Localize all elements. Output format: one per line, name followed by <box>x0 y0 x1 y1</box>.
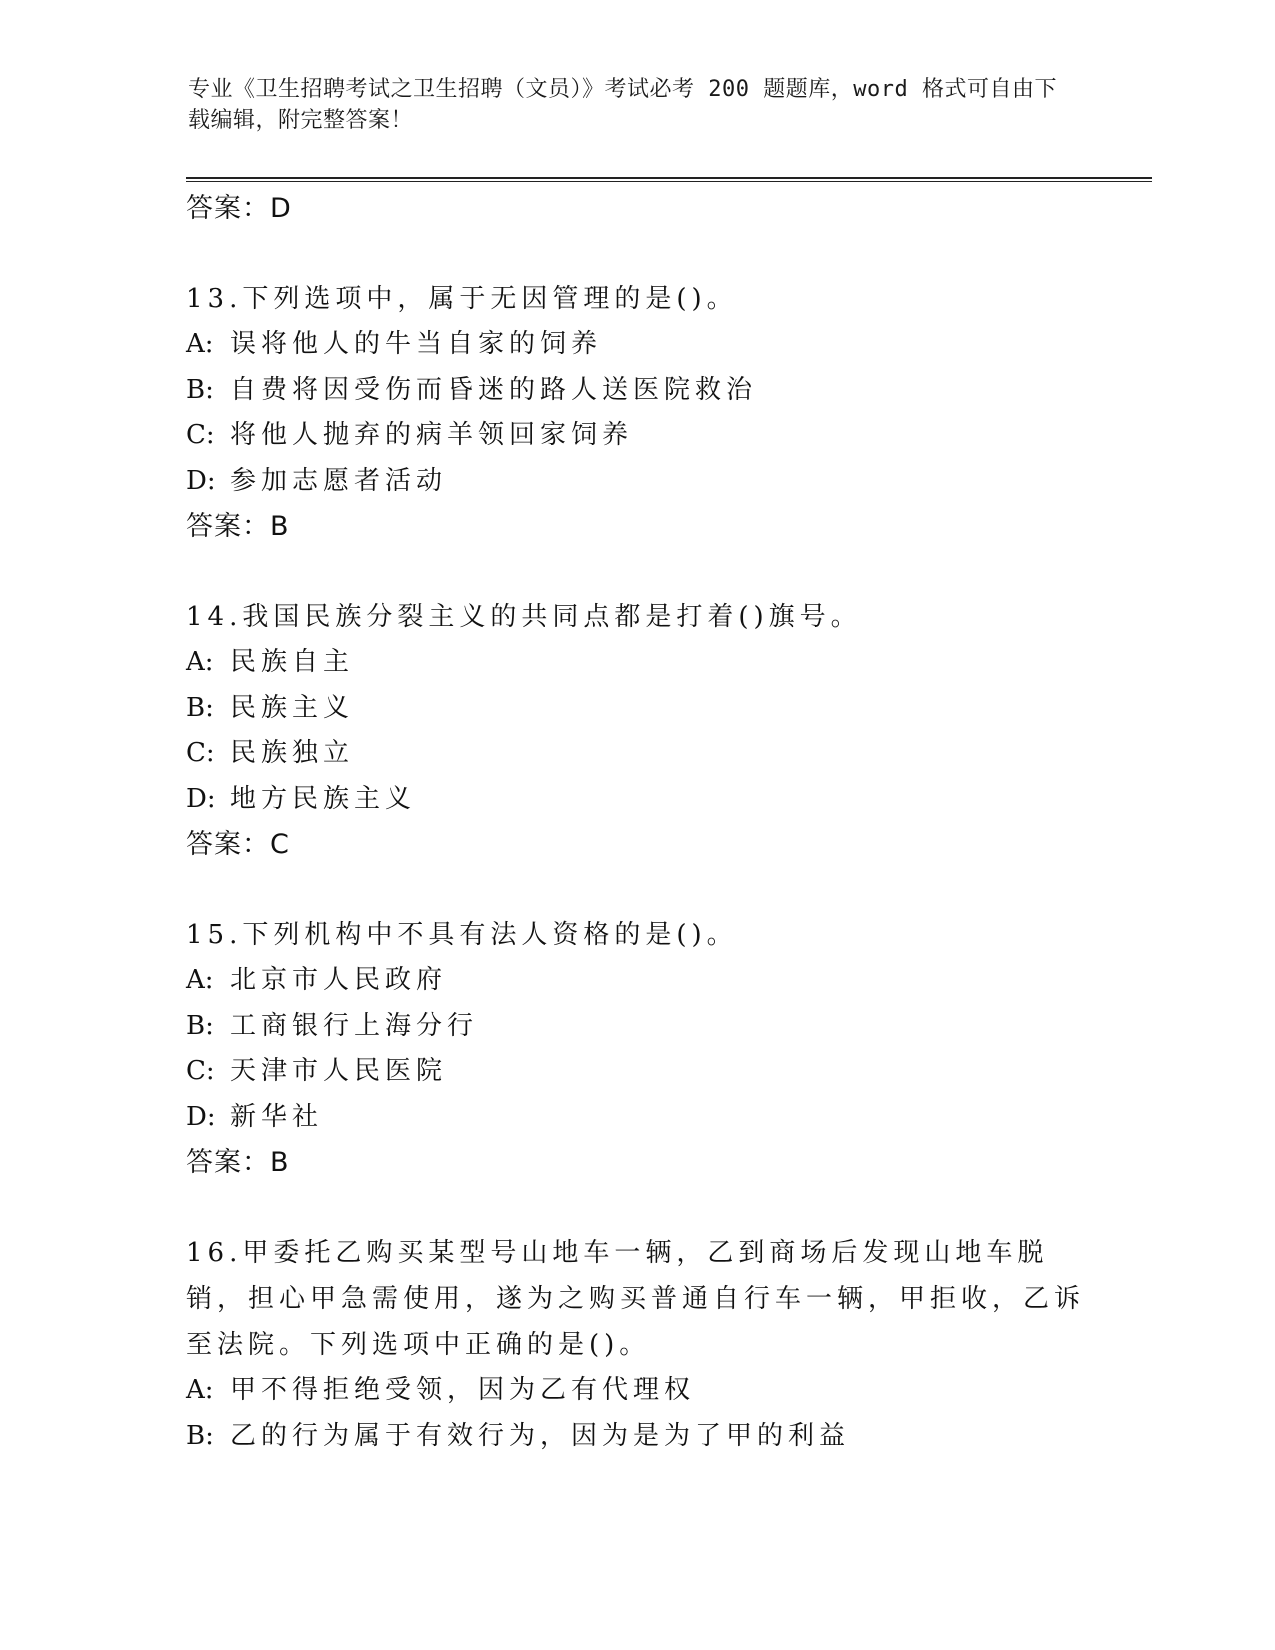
answer-line: 答案：B <box>186 511 290 542</box>
answer-line: 答案：D <box>186 193 292 224</box>
question-stem: 13.下列选项中，属于无因管理的是()。 <box>186 284 738 314</box>
document-header: 专业《卫生招聘考试之卫生招聘（文员）》考试必考 200 题题库，word 格式可自由下载编辑，附完整答案！ <box>188 77 1057 133</box>
option-letter: B: <box>186 1010 214 1041</box>
option-letter: A: <box>186 1375 214 1405</box>
option-d <box>186 1095 1086 1141</box>
option-text: 天津市人民医院 <box>230 1056 448 1086</box>
option-letter: B: <box>186 1420 214 1451</box>
option-c <box>186 731 1086 777</box>
option-text: 甲不得拒绝受领，因为乙有代理权 <box>230 1375 696 1405</box>
option-letter: D: <box>186 783 216 814</box>
option-text: 工商银行上海分行 <box>230 1010 479 1041</box>
option-letter: C: <box>186 420 215 450</box>
option-letter: A: <box>186 965 214 995</box>
question-block <box>186 594 1086 868</box>
option-b <box>186 1004 1086 1050</box>
option-a <box>186 322 1086 368</box>
option-text: 将他人抛弃的病羊领回家饲养 <box>230 420 634 450</box>
option-letter: C: <box>186 738 215 768</box>
option-letter: A: <box>186 329 214 359</box>
option-letter: C: <box>186 1056 215 1086</box>
header-divider-thick <box>186 177 1152 179</box>
question-block <box>186 1230 1086 1459</box>
option-text: 乙的行为属于有效行为，因为是为了甲的利益 <box>230 1420 851 1451</box>
option-c <box>186 413 1086 459</box>
option-letter: B: <box>186 374 214 405</box>
option-letter: B: <box>186 692 214 723</box>
option-text: 参加志愿者活动 <box>230 465 448 496</box>
option-d <box>186 777 1086 823</box>
option-c <box>186 1049 1086 1095</box>
option-text: 民族主义 <box>230 692 355 723</box>
answer-line: 答案：C <box>186 829 290 860</box>
question-block <box>186 276 1086 550</box>
option-letter: D: <box>186 465 216 496</box>
option-letter: A: <box>186 647 214 677</box>
option-letter: D: <box>186 1101 216 1132</box>
question-stem: 14.我国民族分裂主义的共同点都是打着()旗号。 <box>186 602 862 632</box>
option-text: 北京市人民政府 <box>230 965 448 995</box>
option-text: 自费将因受伤而昏迷的路人送医院救治 <box>230 374 758 405</box>
question-stem: 16.甲委托乙购买某型号山地车一辆，乙到商场后发现山地车脱销，担心甲急需使用，遂为之购买普通自行车一辆，甲拒收，乙诉至法院。下列选项中正确的是()。 <box>186 1238 1086 1360</box>
option-a <box>186 958 1086 1004</box>
option-a <box>186 640 1086 686</box>
option-b <box>186 1414 1086 1460</box>
question-stem: 15.下列机构中不具有法人资格的是()。 <box>186 920 738 950</box>
option-d <box>186 459 1086 505</box>
option-text: 新华社 <box>230 1101 324 1132</box>
question-list <box>186 186 1086 1459</box>
option-text: 误将他人的牛当自家的饲养 <box>230 329 603 359</box>
option-text: 地方民族主义 <box>230 783 417 814</box>
option-b <box>186 368 1086 414</box>
answer-line: 答案：B <box>186 1147 290 1178</box>
option-a <box>186 1368 1086 1414</box>
option-text: 民族独立 <box>230 738 355 768</box>
header-divider-thin <box>186 181 1152 182</box>
option-b <box>186 686 1086 732</box>
question-block <box>186 912 1086 1186</box>
option-text: 民族自主 <box>230 647 355 677</box>
